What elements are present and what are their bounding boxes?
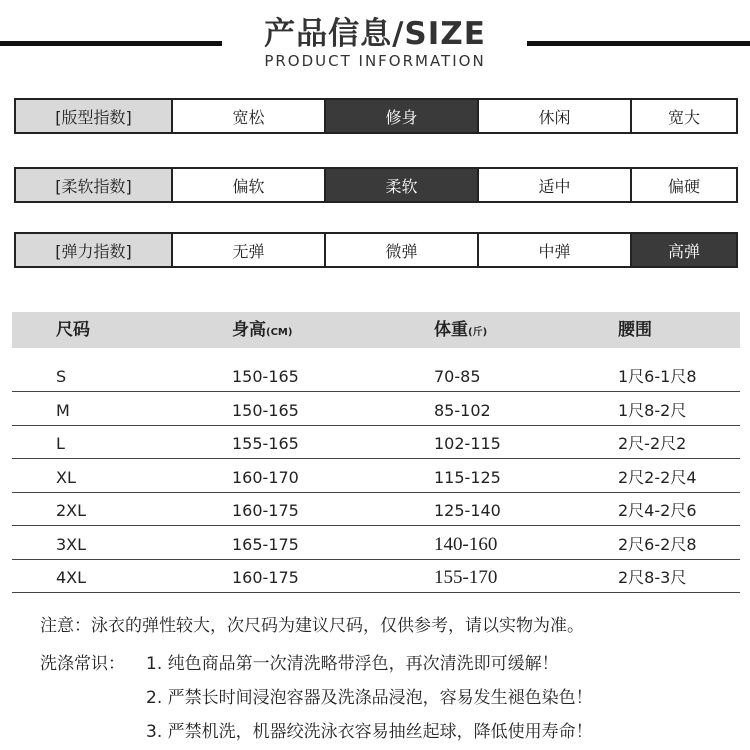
cell-weight: 102-115 — [434, 434, 501, 453]
row-divider — [12, 559, 740, 560]
index-option: 休闲 — [477, 100, 630, 132]
cell-size: L — [56, 434, 65, 453]
index-option: 宽大 — [630, 100, 736, 132]
cell-weight: 115-125 — [434, 467, 501, 487]
table-row — [12, 528, 740, 561]
cell-weight: 70-85 — [434, 367, 481, 386]
cell-size: 3XL — [56, 534, 87, 554]
cell-waist: 2尺4-2尺6 — [618, 501, 697, 520]
table-row — [12, 394, 740, 427]
index-option: 偏硬 — [630, 169, 736, 201]
cell-weight: 155-170 — [434, 567, 498, 588]
row-divider — [12, 492, 740, 493]
index-label: [弹力指数] — [16, 234, 171, 266]
page-title: 产品信息/SIZE — [264, 16, 486, 52]
header-size: 尺码 — [56, 320, 90, 340]
index-option: 中弹 — [477, 234, 630, 266]
softness-index-row — [14, 167, 738, 203]
cell-height: 165-175 — [232, 534, 299, 554]
cell-waist: 1尺6-1尺8 — [618, 367, 697, 386]
index-label: [柔软指数] — [16, 169, 171, 201]
cell-height: 155-165 — [232, 434, 299, 453]
row-divider — [12, 425, 740, 426]
wash-item: 1. 纯色商品第一次清洗略带浮色，再次清洗即可缓解！ — [146, 654, 559, 674]
header-waist: 腰围 — [618, 320, 652, 340]
cell-weight: 140-160 — [434, 533, 498, 555]
cell-size: 2XL — [56, 501, 87, 520]
cell-height: 160-175 — [232, 501, 299, 520]
stretch-index-row — [14, 232, 738, 268]
index-option: 微弹 — [324, 234, 477, 266]
wash-item: 3. 严禁机洗，机器绞洗泳衣容易抽丝起球，降低使用寿命！ — [146, 722, 593, 742]
index-option-selected: 修身 — [324, 100, 477, 132]
cell-waist: 2尺-2尺2 — [618, 434, 687, 453]
cell-height: 160-170 — [232, 467, 299, 487]
index-option: 无弹 — [171, 234, 324, 266]
table-row — [12, 427, 740, 460]
size-table-header — [12, 312, 740, 348]
wash-label: 洗涤常识： — [40, 654, 125, 674]
index-label: [版型指数] — [16, 100, 171, 132]
cell-size: XL — [56, 467, 76, 487]
row-divider — [12, 592, 740, 593]
cell-weight: 125-140 — [434, 501, 501, 520]
row-divider — [12, 525, 740, 526]
index-option-selected: 柔软 — [324, 169, 477, 201]
table-row — [12, 494, 740, 527]
cell-waist: 1尺8-2尺 — [618, 400, 687, 420]
cell-height: 160-175 — [232, 568, 299, 587]
index-option-selected: 高弹 — [630, 234, 736, 266]
cell-waist: 2尺8-3尺 — [618, 568, 687, 587]
index-option: 偏软 — [171, 169, 324, 201]
header-weight: 体重(斤) — [434, 320, 488, 340]
page-subtitle: PRODUCT INFORMATION — [264, 52, 486, 70]
row-divider — [12, 458, 740, 459]
index-option: 适中 — [477, 169, 630, 201]
cell-size: 4XL — [56, 568, 87, 587]
fit-index-row — [14, 98, 738, 134]
table-row — [12, 561, 740, 594]
index-option: 宽松 — [171, 100, 324, 132]
cell-weight: 85-102 — [434, 400, 491, 420]
cell-size: S — [56, 367, 67, 386]
cell-height: 150-165 — [232, 367, 299, 386]
cell-waist: 2尺6-2尺8 — [618, 534, 697, 554]
cell-size: M — [56, 400, 70, 420]
table-row — [12, 360, 740, 393]
table-row — [12, 461, 740, 494]
cell-waist: 2尺2-2尺4 — [618, 467, 697, 487]
fit-note: 注意：泳衣的弹性较大，次尺码为建议尺码，仅供参考，请以实物为准。 — [40, 616, 584, 636]
wash-item: 2. 严禁长时间浸泡容器及洗涤品浸泡，容易发生褪色染色！ — [146, 688, 593, 708]
row-divider — [12, 391, 740, 392]
cell-height: 150-165 — [232, 400, 299, 420]
header-height: 身高(CM) — [232, 320, 293, 340]
